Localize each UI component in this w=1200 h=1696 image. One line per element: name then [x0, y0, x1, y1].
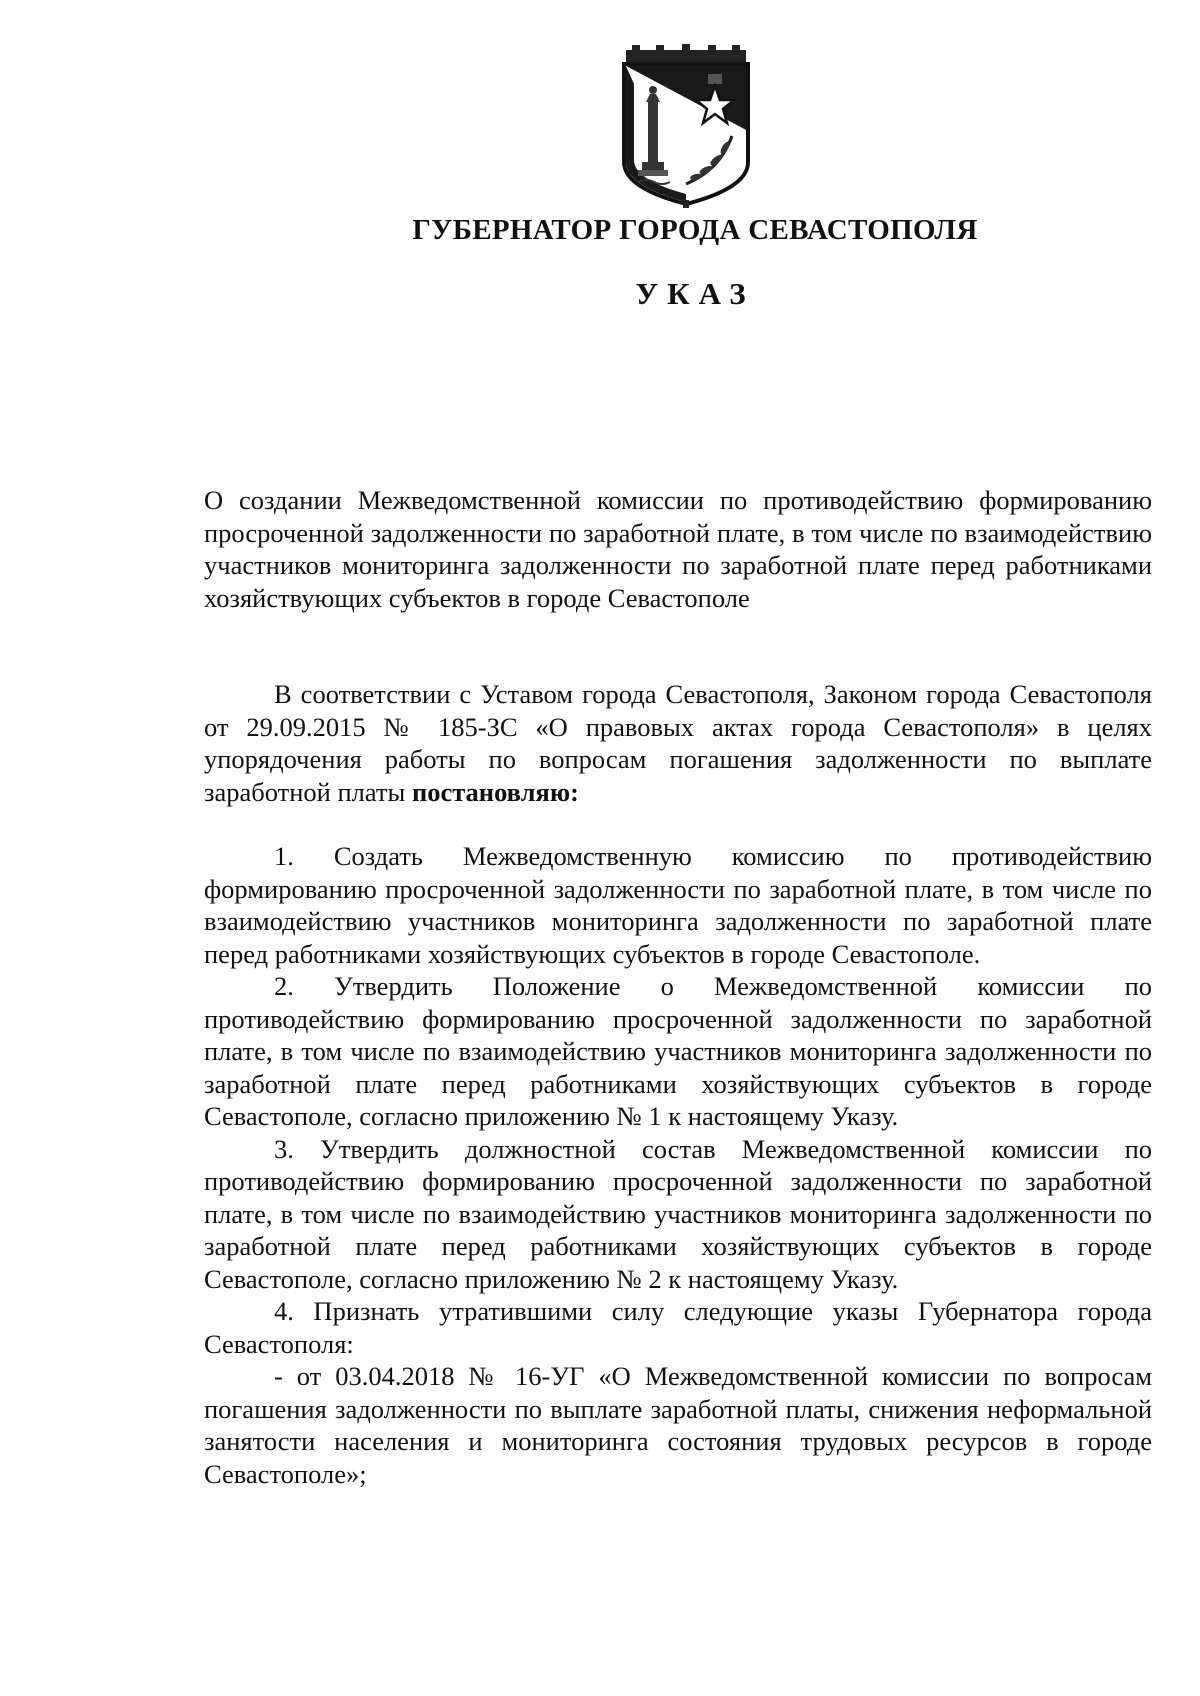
resolution-items: [204, 840, 1152, 1490]
item-4: 4. Признать утратившими силу следующие указы Губернатора города Севастополя:: [204, 1296, 1152, 1359]
preamble: [204, 678, 1152, 808]
item-3: 3. Утвердить должностной состав Межведомственной комиссии по противодействию формированию просроченной задолженности по заработной плате, в том числе по взаимодействию участников мониторинга задолженности по заработной плате перед работниками хозяйствующих субъектов в городе Севастополе, согласно приложению № 2 к настоящему Указу.: [204, 1133, 1152, 1294]
issuing-authority: ГУБЕРНАТОР ГОРОДА СЕВАСТОПОЛЯ: [412, 214, 978, 246]
preamble-resolution: постановляю:: [411, 776, 579, 807]
document-title: О создании Межведомственной комиссии по противодействию формированию просроченной задолженности по заработной плате, в том числе по взаимодействию участников мониторинга задолженности по заработной плате перед работниками хозяйствующих субъектов в городе Севастополе: [204, 485, 1152, 613]
preamble-text: В соответствии с Уставом города Севастополя, Законом города Севастополя от 29.09.2015 № 185-ЗС «О правовых актах города Севастополя» в целях упорядочения работы по вопросам погашения задолженности по выплате заработной платы: [204, 679, 1152, 807]
document-type: УКАЗ: [635, 276, 755, 311]
item-2: 2. Утвердить Положение о Межведомственной комиссии по противодействию формированию просроченной задолженности по заработной плате, в том числе по взаимодействию участников мониторинга задолженности по заработной плате перед работниками хозяйствующих субъектов в городе Севастополе, согласно приложению № 1 к настоящему Указу.: [204, 971, 1152, 1131]
item-1: 1. Создать Межведомственную комиссию по противодействию формированию просроченной задолженности по заработной плате, в том числе по взаимодействию участников мониторинга задолженности по заработной плате перед работниками хозяйствующих субъектов в городе Севастополе.: [204, 841, 1152, 969]
item-4-subitem-1: - от 03.04.2018 № 16-УГ «О Межведомственной комиссии по вопросам погашения задолженности по выплате заработной платы, снижения неформальной занятости населения и мониторинга состояния трудовых ресурсов в городе Севастополе»;: [204, 1361, 1152, 1489]
sevastopol-coat-of-arms-icon: [612, 44, 760, 208]
